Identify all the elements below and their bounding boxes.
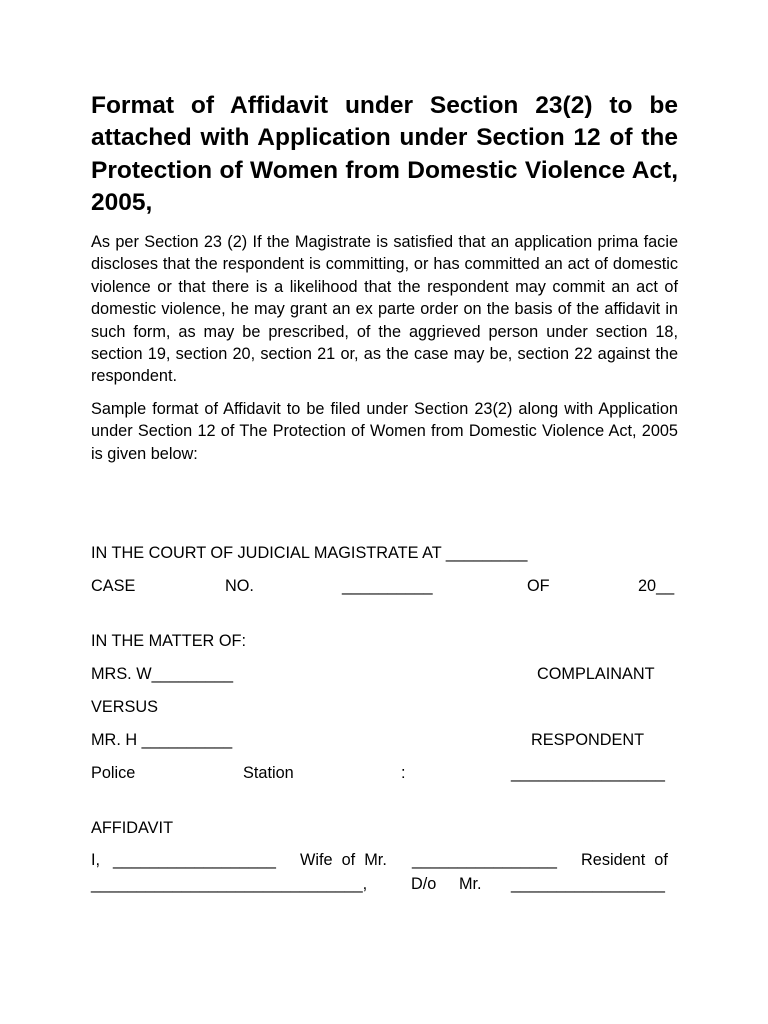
versus-label: VERSUS — [91, 698, 158, 716]
case-of-label: OF — [527, 577, 550, 595]
station-label: Station — [243, 764, 294, 782]
sample-format-paragraph: Sample format of Affidavit to be filed under Section 23(2) along with Application under Section 12 of The Protection of Women from Domestic Violence Act, 2005 is given below: — [91, 400, 678, 463]
husband-name-blank: ________________ — [412, 851, 557, 869]
police-station-blank: _________________ — [511, 764, 665, 782]
complainant-name: MRS. W_________ — [91, 665, 234, 683]
father-name-blank: _________________ — [511, 875, 665, 893]
section-23-paragraph: As per Section 23 (2) If the Magistrate is satisfied that an application prima facie discloses that the respondent is committing, or has committed an act of domestic violence or that there is a likelihood that the respondent may commit an act of domestic violence, he may grant an ex parte order on the basis of the affidavit in such form, as may be prescribed, of the aggrieved person under section 18, section 19, section 20, section 21 or, as the case may be, section 22 against the respondent. — [91, 233, 678, 386]
affidavit-name-blank: __________________ — [113, 851, 276, 869]
residence-blank: ______________________________, — [91, 875, 368, 893]
police-colon: : — [401, 764, 406, 782]
court-line: IN THE COURT OF JUDICIAL MAGISTRATE AT _________ — [91, 544, 528, 562]
complainant-label: COMPLAINANT — [537, 665, 655, 683]
wife-of-label: Wife of Mr. — [300, 851, 387, 869]
daughter-of-label: D/o Mr. — [411, 875, 482, 893]
affidavit-heading: AFFIDAVIT — [91, 819, 174, 837]
affidavit-i: I, — [91, 851, 101, 869]
case-year-label: 20__ — [638, 577, 675, 595]
case-number-blank: __________ — [342, 577, 433, 595]
case-label: CASE — [91, 577, 136, 595]
case-no-label: NO. — [225, 577, 254, 595]
respondent-label: RESPONDENT — [531, 731, 645, 749]
resident-of-label: Resident of — [581, 851, 668, 869]
police-label: Police — [91, 764, 136, 782]
respondent-name: MR. H __________ — [91, 731, 233, 749]
matter-of-heading: IN THE MATTER OF: — [91, 632, 246, 650]
document-title: Format of Affidavit under Section 23(2) to be attached with Application under Section 12 of the Protection of Women from Domestic Violence Act, 2005, — [91, 92, 678, 216]
